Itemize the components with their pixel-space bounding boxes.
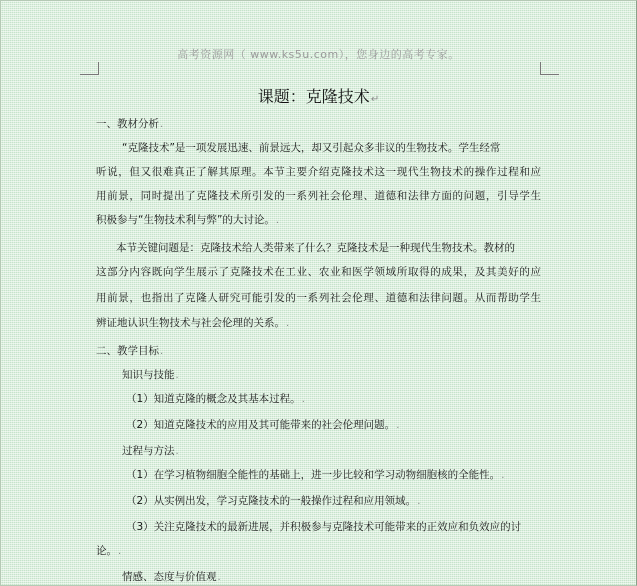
line-text: 二、教学目标	[96, 345, 159, 357]
line-text: 这部分内容既向学生展示了克隆技术在工业、农业和医学领域所取得的成果，及其美好的应	[96, 266, 541, 278]
body-line	[96, 189, 541, 203]
section-heading-objectives	[96, 344, 546, 359]
subheading-values	[122, 570, 572, 585]
line-text: 知识与技能	[122, 369, 175, 381]
margin-corner-mark-left	[80, 62, 99, 75]
body-line	[122, 141, 572, 155]
line-text: 听说，但又很难真正了解其原理。本节主要介绍克隆技术这一现代生物技术的操作过程和应	[96, 166, 541, 178]
line-text: （2）知道克隆技术的应用及其可能带来的社会伦理问题。	[126, 419, 396, 431]
body-line	[96, 265, 541, 279]
section-heading-analysis	[96, 117, 546, 132]
subheading-process	[122, 444, 572, 459]
paragraph-mark: .	[217, 572, 221, 583]
list-item	[126, 520, 576, 534]
paragraph-mark: .	[160, 346, 164, 357]
line-text: （1）在学习植物细胞全能性的基础上，进一步比较和学习动物细胞核的全能性。	[126, 469, 501, 481]
body-line	[96, 165, 541, 179]
list-item-continuation	[96, 544, 546, 559]
line-text: 用前景，同时提出了克隆技术所引发的一系列社会伦理、道德和法律方面的问题，引导学生	[96, 190, 541, 202]
line-text: （2）从实例出发，学习克隆技术的一般操作过程和应用领域。	[126, 495, 417, 507]
line-text: 用前景，也指出了克隆人研究可能引发的一系列社会伦理、道德和法律问题。从而帮助学生	[96, 292, 541, 304]
paragraph-mark: .	[275, 215, 280, 226]
page-header: 高考资源网（ www.ks5u.com），您身边的高考专家。	[177, 48, 460, 61]
paragraph-mark: .	[417, 496, 421, 507]
line-text: 辨证地认识生物技术与社会伦理的关系。	[96, 317, 285, 329]
paragraph-mark: .	[286, 318, 290, 329]
line-text: 一、教材分析	[96, 118, 159, 130]
body-line	[96, 316, 546, 331]
margin-corner-mark-right	[540, 62, 559, 75]
body-line	[96, 291, 541, 305]
line-text: “克隆技术”是一项发展迅速、前景远大，却又引起众多非议的生物技术。学生经常	[122, 142, 501, 154]
paragraph-mark: .	[501, 470, 505, 481]
paragraph-mark: .	[118, 546, 122, 557]
paragraph-mark: .	[160, 119, 164, 130]
document-title-text: 课题：克隆技术	[257, 87, 370, 106]
list-item	[126, 494, 576, 509]
line-text: 积极参与“生物技术利与弊”的大讨论。	[96, 214, 275, 226]
paragraph-mark: .	[175, 446, 179, 457]
line-text: 本节关键问题是：克隆技术给人类带来了什么？克隆技术是一种现代生物技术。教材的	[116, 242, 515, 254]
paragraph-mark: ↵	[370, 94, 380, 105]
document-title	[0, 84, 637, 107]
list-item	[126, 468, 576, 483]
body-line	[96, 213, 546, 228]
line-text: 情感、态度与价值观	[122, 571, 217, 583]
list-item	[126, 392, 576, 407]
paragraph-mark: .	[175, 370, 179, 381]
subheading-knowledge	[122, 368, 572, 383]
body-line	[116, 241, 546, 255]
paragraph-mark: .	[396, 420, 400, 431]
line-text: （3）关注克隆技术的最新进展，并积极参与克隆技术可能带来的正效应和负效应的讨	[126, 521, 522, 533]
line-text: 过程与方法	[122, 445, 175, 457]
line-text: （1）知道克隆的概念及其基本过程。	[126, 393, 301, 405]
list-item	[126, 418, 576, 433]
paragraph-mark: .	[301, 394, 305, 405]
line-text: 论。	[96, 545, 117, 557]
